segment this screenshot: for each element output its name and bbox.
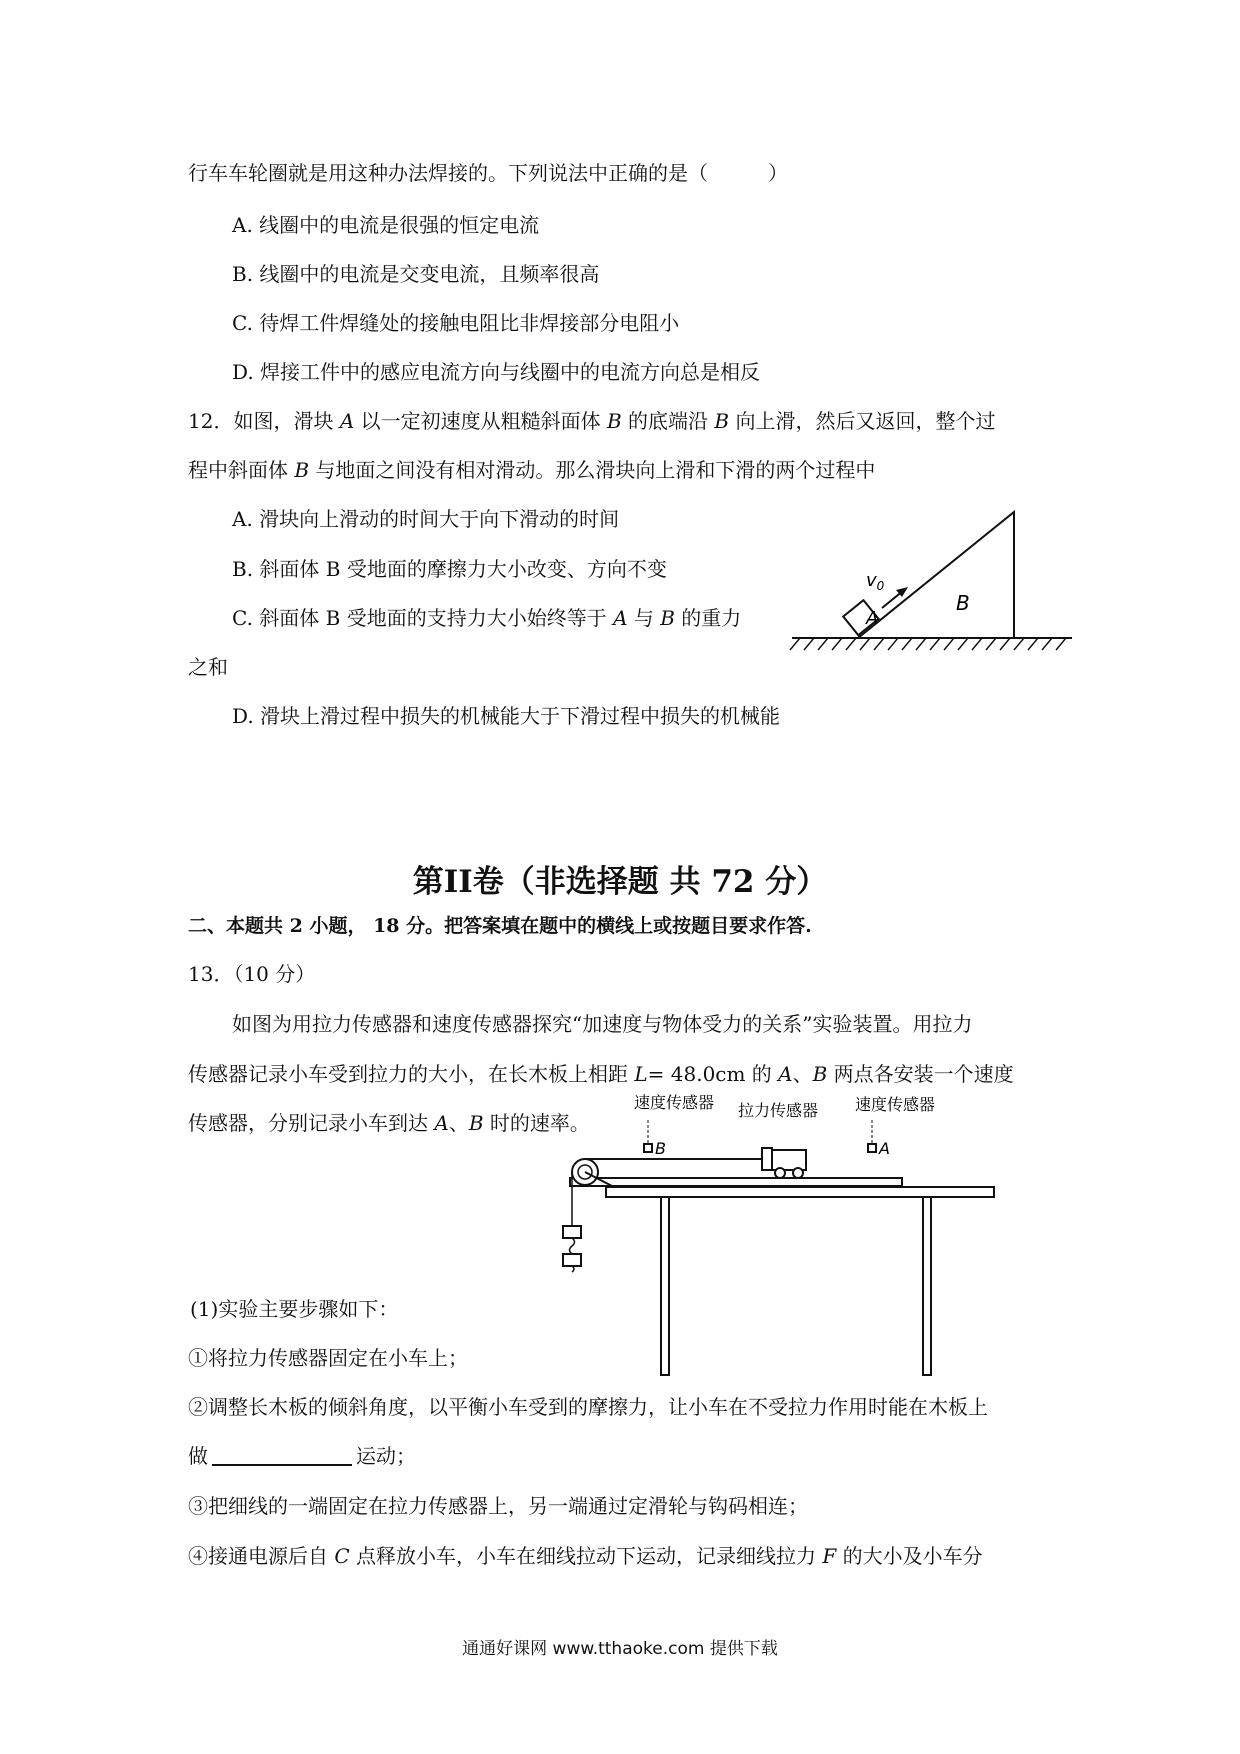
label-a: A bbox=[866, 608, 879, 629]
var-c: C bbox=[334, 1544, 350, 1568]
q11-option-d: D. 焊接工件中的感应电流方向与线圈中的电流方向总是相反 bbox=[232, 360, 761, 384]
section-instruction: 二、本题共 2 小题， 18 分。把答案填在题中的横线上或按题目要求作答. bbox=[188, 915, 812, 937]
hook-weight bbox=[563, 1226, 581, 1238]
text: 做 bbox=[188, 1444, 208, 1468]
q13-para-line3 bbox=[188, 1110, 590, 1136]
sensor-b-label: 速度传感器 bbox=[634, 1093, 715, 1112]
q13-step1: ①将拉力传感器固定在小车上； bbox=[188, 1346, 468, 1370]
q12-option-d: D. 滑块上滑过程中损失的机械能大于下滑过程中损失的机械能 bbox=[232, 704, 781, 728]
text: 传感器，分别记录小车到达 bbox=[188, 1111, 435, 1135]
var-b: B bbox=[714, 409, 730, 433]
text: 、 bbox=[448, 1111, 469, 1135]
text: 两点各安装一个速度 bbox=[827, 1062, 1014, 1086]
ground-hatching bbox=[790, 638, 1066, 650]
var-l: L bbox=[634, 1062, 648, 1086]
q12-stem-line2 bbox=[188, 457, 875, 483]
var-f: F bbox=[822, 1544, 837, 1568]
q13-step2-line1: ②调整长木板的倾斜角度，以平衡小车受到的摩擦力，让小车在不受拉力作用时能在木板上 bbox=[188, 1395, 988, 1419]
label-b: B bbox=[956, 591, 970, 615]
q12-option-a: A. 滑块向上滑动的时间大于向下滑动的时间 bbox=[232, 507, 620, 531]
q13-step2-line2 bbox=[188, 1443, 416, 1469]
incline-figure bbox=[780, 500, 1080, 660]
var-a: A bbox=[339, 409, 355, 433]
text: 运动； bbox=[356, 1444, 416, 1468]
text: 与 bbox=[627, 606, 661, 630]
force-sensor-label: 拉力传感器 bbox=[738, 1101, 819, 1120]
hook bbox=[570, 1238, 575, 1254]
sensor-b-mark: B bbox=[655, 1139, 666, 1158]
q12-option-c-tail: 之和 bbox=[188, 655, 228, 679]
var-b: B bbox=[812, 1062, 828, 1086]
var-b: B bbox=[468, 1111, 484, 1135]
text: 的底端沿 bbox=[621, 409, 715, 433]
q12-option-b: B. 斜面体 B 受地面的摩擦力大小改变、方向不变 bbox=[232, 557, 667, 581]
text: 时的速率。 bbox=[483, 1111, 590, 1135]
var-b: B bbox=[660, 606, 675, 630]
force-sensor bbox=[762, 1148, 772, 1170]
cart-wheel bbox=[793, 1168, 803, 1178]
q11-option-c: C. 待焊工件焊缝处的接触电阻比非焊接部分电阻小 bbox=[232, 311, 680, 335]
incline-b bbox=[858, 512, 1014, 638]
text: C. 斜面体 B 受地面的支持力大小始终等于 bbox=[232, 606, 614, 630]
text: 的大小及小车分 bbox=[836, 1544, 983, 1568]
q13-header: 13．（10 分） bbox=[188, 962, 316, 986]
q13-para-line1: 如图为用拉力传感器和速度传感器探究“加速度与物体受力的关系”实验装置。用拉力 bbox=[232, 1012, 973, 1036]
var-b: B bbox=[606, 409, 622, 433]
text: 的重力 bbox=[674, 606, 742, 630]
apparatus-figure bbox=[550, 1090, 1010, 1380]
q11-option-b: B. 线圈中的电流是交变电流，且频率很高 bbox=[232, 262, 600, 286]
var-a: A bbox=[434, 1111, 449, 1135]
q13-step3: ③把细线的一端固定在拉力传感器上，另一端通过定滑轮与钩码相连； bbox=[188, 1494, 808, 1518]
text: 向上滑，然后又返回，整个过 bbox=[729, 409, 996, 433]
sensor-a-mark: A bbox=[879, 1139, 890, 1158]
sensor-b-icon bbox=[644, 1144, 652, 1152]
text: 以一定初速度从粗糙斜面体 bbox=[354, 409, 607, 433]
var-a: A bbox=[778, 1062, 793, 1086]
section-title: 第II卷（非选择题 共 72 分） bbox=[412, 864, 828, 900]
long-board bbox=[570, 1178, 902, 1186]
hook bbox=[572, 1266, 574, 1272]
table-leg-left bbox=[661, 1197, 669, 1375]
hook-weight bbox=[563, 1254, 581, 1266]
q11-stem-tail: 行车车轮圈就是用这种办法焊接的。下列说法中正确的是（ ） bbox=[188, 161, 788, 185]
footer: 通通好课网 www.tthaoke.com 提供下载 bbox=[462, 1639, 778, 1659]
var-b: B bbox=[294, 458, 310, 482]
sensor-a-label: 速度传感器 bbox=[855, 1095, 936, 1114]
cart-wheel bbox=[775, 1168, 785, 1178]
q12-stem-line1 bbox=[188, 408, 995, 434]
table-top bbox=[606, 1187, 994, 1197]
q11-option-a: A. 线圈中的电流是很强的恒定电流 bbox=[232, 213, 540, 237]
q13-steps-title: (1)实验主要步骤如下： bbox=[190, 1297, 399, 1321]
answer-blank[interactable] bbox=[212, 1444, 352, 1466]
text: 程中斜面体 bbox=[188, 458, 295, 482]
text: 传感器记录小车受到拉力的大小，在长木板上相距 bbox=[188, 1062, 635, 1086]
text: 、 bbox=[792, 1062, 813, 1086]
cart-body bbox=[772, 1150, 806, 1170]
q13-para-line2 bbox=[188, 1061, 1014, 1087]
text: 12．如图，滑块 bbox=[188, 409, 340, 433]
sensor-a-icon bbox=[868, 1144, 876, 1152]
text: 点释放小车，小车在细线拉动下运动，记录细线拉力 bbox=[349, 1544, 823, 1568]
text: = 48.0cm 的 bbox=[647, 1062, 779, 1086]
text: ④接通电源后自 bbox=[188, 1544, 335, 1568]
table-leg-right bbox=[923, 1197, 931, 1375]
text: 与地面之间没有相对滑动。那么滑块向上滑和下滑的两个过程中 bbox=[309, 458, 876, 482]
q12-option-c bbox=[232, 605, 741, 631]
text: 0 bbox=[876, 579, 885, 593]
var-a: A bbox=[613, 606, 628, 630]
text: v bbox=[866, 570, 877, 591]
label-v0 bbox=[866, 570, 885, 593]
q13-step4 bbox=[188, 1543, 983, 1569]
